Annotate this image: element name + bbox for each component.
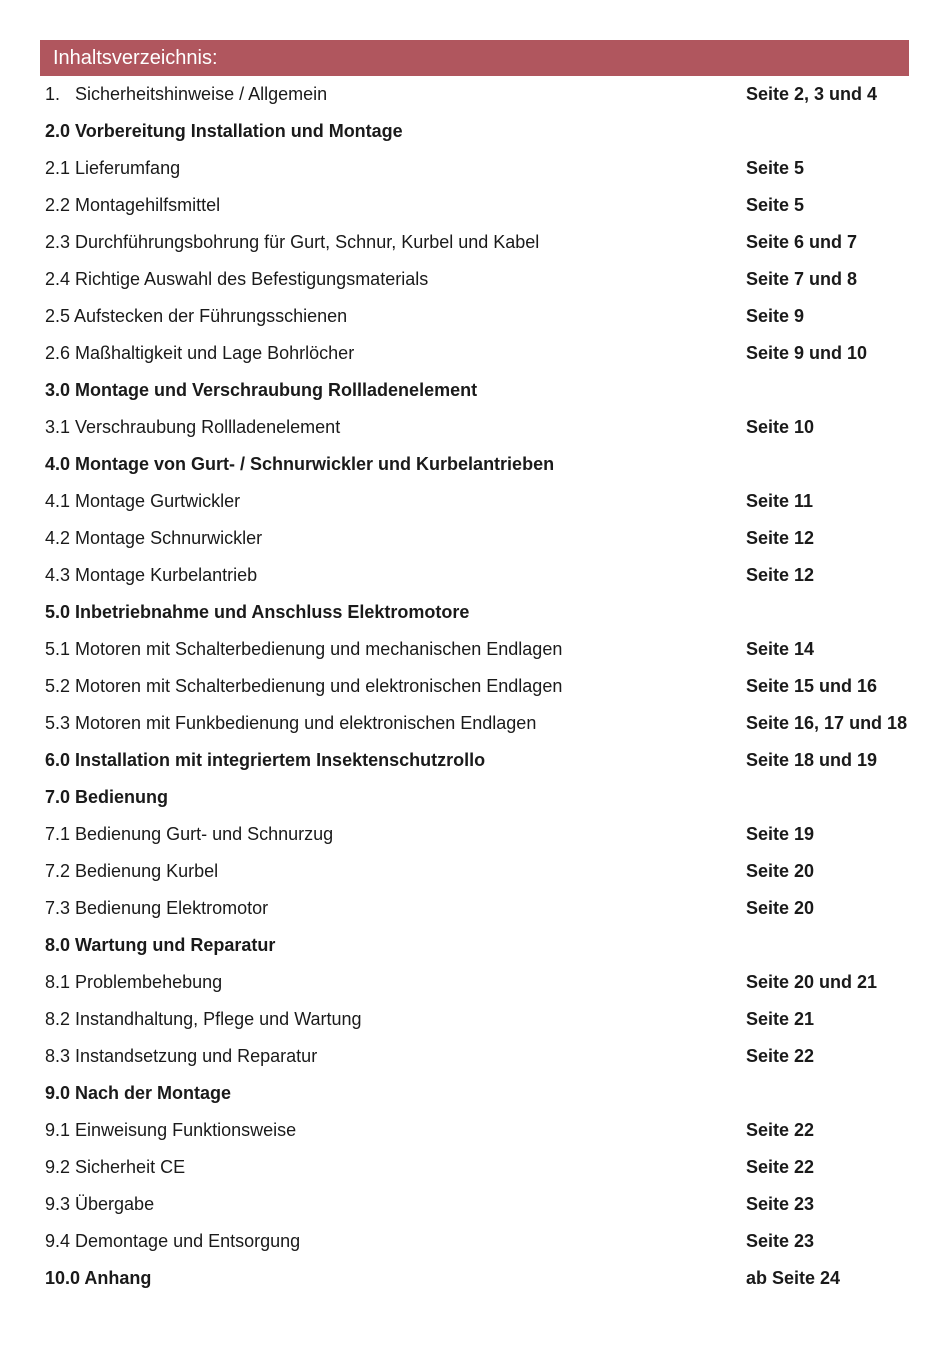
toc-entry-text: 9.2 Sicherheit CE xyxy=(45,1157,186,1177)
toc-entry-text: 3.1 Verschraubung Rollladenelement xyxy=(45,417,341,437)
toc-entry-text: Sicherheitshinweise / Allgemein xyxy=(75,84,328,104)
toc-entry-row[interactable] xyxy=(45,483,915,520)
toc-entry-title xyxy=(45,76,327,113)
toc-entry-row[interactable] xyxy=(45,1223,915,1260)
toc-entry-page: Seite 20 und 21 xyxy=(746,972,878,992)
toc-section-row[interactable] xyxy=(45,742,915,779)
toc-entry-text: 8.3 Instandsetzung und Reparatur xyxy=(45,1046,318,1066)
toc-section-row[interactable] xyxy=(45,1260,915,1297)
toc-entry-row[interactable] xyxy=(45,1186,915,1223)
toc-entry-page: Seite 6 und 7 xyxy=(746,232,858,252)
toc-entry-title xyxy=(45,1075,231,1112)
toc-entry-title xyxy=(45,483,240,520)
toc-entry-title xyxy=(45,409,340,446)
toc-entry-title xyxy=(45,1149,185,1186)
toc-entry-page: Seite 14 xyxy=(746,639,815,659)
toc-entry-title xyxy=(45,335,354,372)
toc-entry-row[interactable] xyxy=(45,76,915,113)
toc-entry-row[interactable] xyxy=(45,816,915,853)
toc-entry-title xyxy=(45,742,485,779)
toc-entry-title xyxy=(45,927,275,964)
toc-list xyxy=(45,76,915,1297)
toc-entry-title xyxy=(45,705,536,742)
toc-entry-row[interactable] xyxy=(45,890,915,927)
toc-entry-text: 9.0 Nach der Montage xyxy=(45,1083,232,1103)
toc-section-row[interactable] xyxy=(45,779,915,816)
toc-entry-row[interactable] xyxy=(45,1038,915,1075)
toc-heading: Inhaltsverzeichnis: xyxy=(53,47,218,69)
toc-entry-page: Seite 11 xyxy=(746,491,814,511)
toc-entry-page: Seite 22 xyxy=(746,1157,815,1177)
toc-entry-row[interactable] xyxy=(45,705,915,742)
toc-entry-title xyxy=(45,187,220,224)
toc-entry-title xyxy=(45,1112,296,1149)
toc-entry-page: Seite 20 xyxy=(746,861,815,881)
toc-entry-text: 4.3 Montage Kurbelantrieb xyxy=(45,565,258,585)
toc-entry-page: Seite 23 xyxy=(746,1194,815,1214)
toc-entry-row[interactable] xyxy=(45,520,915,557)
toc-entry-text: 4.0 Montage von Gurt- / Schnurwickler und Kurbelantrieben xyxy=(45,454,555,474)
toc-entry-text: 9.3 Übergabe xyxy=(45,1194,155,1214)
toc-entry-page: Seite 12 xyxy=(746,565,815,585)
toc-section-row[interactable] xyxy=(45,594,915,631)
toc-entry-text: 2.3 Durchführungsbohrung für Gurt, Schnur, Kurbel und Kabel xyxy=(45,232,540,252)
toc-entry-text: 8.2 Instandhaltung, Pflege und Wartung xyxy=(45,1009,362,1029)
toc-entry-page: Seite 12 xyxy=(746,528,815,548)
toc-entry-title xyxy=(45,261,428,298)
toc-entry-row[interactable] xyxy=(45,853,915,890)
toc-entry-row[interactable] xyxy=(45,668,915,705)
toc-entry-row[interactable] xyxy=(45,261,915,298)
toc-entry-title xyxy=(45,150,180,187)
toc-entry-page: Seite 9 xyxy=(746,306,805,326)
toc-entry-text: 7.0 Bedienung xyxy=(45,787,169,807)
toc-entry-title xyxy=(45,816,333,853)
toc-entry-page: Seite 21 xyxy=(746,1009,815,1029)
toc-entry-title xyxy=(45,964,222,1001)
toc-section-row[interactable] xyxy=(45,446,915,483)
toc-entry-text: 5.0 Inbetriebnahme und Anschluss Elektromotore xyxy=(45,602,470,622)
toc-entry-text: 7.2 Bedienung Kurbel xyxy=(45,861,219,881)
toc-entry-title xyxy=(45,224,539,261)
toc-entry-title xyxy=(45,372,477,409)
toc-section-row[interactable] xyxy=(45,1075,915,1112)
toc-entry-page: Seite 20 xyxy=(746,898,815,918)
toc-entry-text: 8.1 Problembehebung xyxy=(45,972,223,992)
toc-entry-page: Seite 19 xyxy=(746,824,815,844)
toc-entry-title xyxy=(45,298,347,335)
toc-section-row[interactable] xyxy=(45,372,915,409)
toc-header xyxy=(40,40,909,76)
toc-entry-text: 9.1 Einweisung Funktionsweise xyxy=(45,1120,297,1140)
toc-entry-page: Seite 22 xyxy=(746,1120,815,1140)
toc-entry-text: 2.4 Richtige Auswahl des Befestigungsmaterials xyxy=(45,269,429,289)
toc-entry-row[interactable] xyxy=(45,150,915,187)
toc-entry-page: Seite 22 xyxy=(746,1046,815,1066)
toc-entry-text: 3.0 Montage und Verschraubung Rollladenelement xyxy=(45,380,478,400)
toc-entry-page: Seite 5 xyxy=(746,158,805,178)
toc-entry-number: 1. xyxy=(45,84,61,104)
toc-entry-title xyxy=(45,853,218,890)
toc-entry-text: 2.5 Aufstecken der Führungsschienen xyxy=(45,306,348,326)
toc-entry-text: 4.2 Montage Schnurwickler xyxy=(45,528,263,548)
toc-entry-page: Seite 9 und 10 xyxy=(746,343,868,363)
toc-section-row[interactable] xyxy=(45,113,915,150)
toc-entry-text: 7.3 Bedienung Elektromotor xyxy=(45,898,269,918)
toc-entry-row[interactable] xyxy=(45,1112,915,1149)
toc-entry-text: 6.0 Installation mit integriertem Insektenschutzrollo xyxy=(45,750,486,770)
toc-entry-row[interactable] xyxy=(45,964,915,1001)
toc-entry-title xyxy=(45,1260,151,1297)
toc-entry-text: 7.1 Bedienung Gurt- und Schnurzug xyxy=(45,824,334,844)
toc-entry-title xyxy=(45,113,403,150)
toc-entry-page: Seite 5 xyxy=(746,195,805,215)
toc-entry-row[interactable] xyxy=(45,224,915,261)
toc-entry-text: 9.4 Demontage und Entsorgung xyxy=(45,1231,301,1251)
toc-entry-text: 2.1 Lieferumfang xyxy=(45,158,181,178)
toc-entry-title xyxy=(45,1038,317,1075)
toc-entry-title xyxy=(45,557,257,594)
toc-entry-page: Seite 18 und 19 xyxy=(746,750,878,770)
toc-entry-title xyxy=(45,520,262,557)
toc-entry-text: 2.2 Montagehilfsmittel xyxy=(45,195,221,215)
toc-entry-row[interactable] xyxy=(45,409,915,446)
toc-entry-text: 2.0 Vorbereitung Installation und Montage xyxy=(45,121,403,141)
toc-entry-text: 5.1 Motoren mit Schalterbedienung und mechanischen Endlagen xyxy=(45,639,563,659)
toc-entry-page: Seite 15 und 16 xyxy=(746,676,878,696)
toc-entry-page: Seite 10 xyxy=(746,417,815,437)
toc-section-row[interactable] xyxy=(45,927,915,964)
toc-entry-page: Seite 16, 17 und 18 xyxy=(746,713,908,733)
toc-entry-row[interactable] xyxy=(45,187,915,224)
toc-entry-title xyxy=(45,1001,362,1038)
toc-entry-row[interactable] xyxy=(45,298,915,335)
toc-entry-row[interactable] xyxy=(45,1149,915,1186)
toc-entry-text: 8.0 Wartung und Reparatur xyxy=(45,935,276,955)
toc-entry-title xyxy=(45,668,562,705)
toc-entry-text: 2.6 Maßhaltigkeit und Lage Bohrlöcher xyxy=(45,343,355,363)
toc-entry-page: Seite 2, 3 und 4 xyxy=(746,84,878,104)
toc-entry-title xyxy=(45,1186,154,1223)
toc-entry-text: 5.2 Motoren mit Schalterbedienung und elektronischen Endlagen xyxy=(45,676,563,696)
toc-entry-title xyxy=(45,594,469,631)
toc-entry-text: 5.3 Motoren mit Funkbedienung und elektronischen Endlagen xyxy=(45,713,537,733)
toc-entry-page: Seite 7 und 8 xyxy=(746,269,858,289)
toc-entry-row[interactable] xyxy=(45,1001,915,1038)
toc-entry-title xyxy=(45,631,562,668)
toc-entry-row[interactable] xyxy=(45,631,915,668)
toc-entry-title xyxy=(45,779,168,816)
toc-entry-title xyxy=(45,1223,300,1260)
toc-entry-text: 4.1 Montage Gurtwickler xyxy=(45,491,241,511)
toc-entry-text: 10.0 Anhang xyxy=(45,1268,152,1288)
toc-entry-title xyxy=(45,446,554,483)
toc-entry-row[interactable] xyxy=(45,335,915,372)
toc-entry-page: ab Seite 24 xyxy=(746,1268,841,1288)
toc-entry-title xyxy=(45,890,268,927)
toc-entry-row[interactable] xyxy=(45,557,915,594)
toc-entry-page: Seite 23 xyxy=(746,1231,815,1251)
